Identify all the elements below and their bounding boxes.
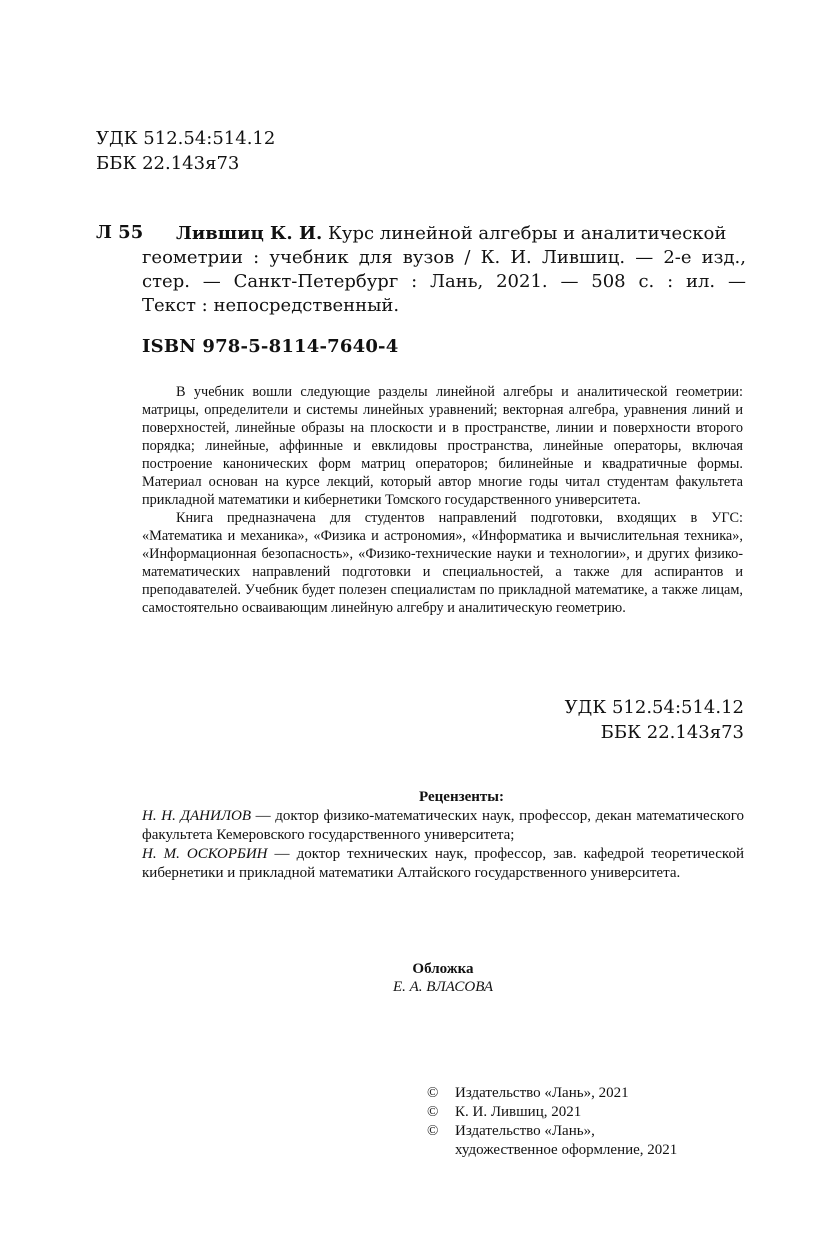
isbn: ISBN 978-5-8114-7640-4 <box>142 336 399 357</box>
classification-top <box>96 126 275 176</box>
reviewers-title: Рецензенты: <box>419 789 504 805</box>
udk-code-bottom: УДК 512.54:514.12 <box>564 697 744 718</box>
bbk-code-bottom: ББК 22.143я73 <box>600 722 744 743</box>
annotation-paragraph-2: Книга предназначена для студентов направлений подготовки, входящих в УГС: «Математика и механика», «Физика и астрономия», «Информатика и вычислительная техника», «Информационная безопасность», «Физико-технические науки и технологии», и других физико-математических направлений подготовки и специальностей, а также для аспирантов и преподавателей. Учебник будет полезен специалистам по прикладной математике, а также лицам, самостоятельно осваивающим линейную алгебру и аналитическую геометрию. <box>142 510 743 616</box>
copyright-line-1 <box>427 1084 677 1103</box>
classification-bottom <box>440 695 744 745</box>
title-start: Курс линейной алгебры и аналитической <box>322 223 727 244</box>
copyright-holder-3: Издательство «Лань», <box>455 1123 595 1139</box>
reviewer-2-name: Н. М. ОСКОРБИН <box>142 846 268 862</box>
copyright-line-2 <box>427 1103 677 1122</box>
reviewer-1 <box>142 807 744 845</box>
author-mark: Л 55 <box>96 222 144 243</box>
udk-code: УДК 512.54:514.12 <box>96 128 276 149</box>
copyright-holder-1: Издательство «Лань», 2021 <box>455 1085 629 1101</box>
copyright-icon: © <box>427 1085 439 1101</box>
reviewer-1-desc: — доктор физико-математических наук, профессор, декан математического факультета Кемеровского государственного университета; <box>142 808 744 843</box>
annotation <box>142 383 743 617</box>
reviewers-list <box>142 807 744 883</box>
copyright-holder-2: К. И. Лившиц, 2021 <box>455 1104 582 1120</box>
reviewer-2-desc: — доктор технических наук, профессор, зав. кафедрой теоретической кибернетики и прикладной математики Алтайского государственного университета. <box>142 846 744 881</box>
entry-line-2: геометрии : учебник для вузов / К. И. Лившиц. — 2-е изд., <box>142 247 746 268</box>
copyright-holder-3-cont: художественное оформление, 2021 <box>455 1142 678 1158</box>
copyright-icon: © <box>427 1104 439 1120</box>
annotation-paragraph-1: В учебник вошли следующие разделы линейной алгебры и аналитической геометрии: матрицы, определители и системы линейных уравнений; векторная алгебра, уравнения линий и поверхностей, линейные образы на плоскости и в пространстве, линии и поверхности второго порядка; линейные, аффинные и евклидовы пространства, линейные операторы, включая построение канонических форм матриц операторов; билинейные и квадратичные формы. Материал основан на курсе лекций, который автор многие годы читал студентам факультета прикладной математики и кибернетики Томского государственного университета. <box>142 384 743 508</box>
bbk-code: ББК 22.143я73 <box>96 153 240 174</box>
reviewer-2 <box>142 845 744 883</box>
copyright-icon: © <box>427 1123 439 1139</box>
cover-title: Обложка <box>412 961 474 977</box>
reviewer-1-name: Н. Н. ДАНИЛОВ <box>142 808 251 824</box>
author-name: Лившиц К. И. <box>176 223 323 244</box>
entry-line-3: стер. — Санкт-Петербург : Лань, 2021. — 508 с. : ил. — <box>142 271 746 292</box>
copyright-block <box>427 1084 677 1160</box>
cover-designer: Е. А. ВЛАСОВА <box>392 979 494 995</box>
bibliographic-entry <box>142 222 746 318</box>
entry-line-4: Текст : непосредственный. <box>142 295 400 316</box>
copyright-line-3 <box>427 1122 677 1141</box>
